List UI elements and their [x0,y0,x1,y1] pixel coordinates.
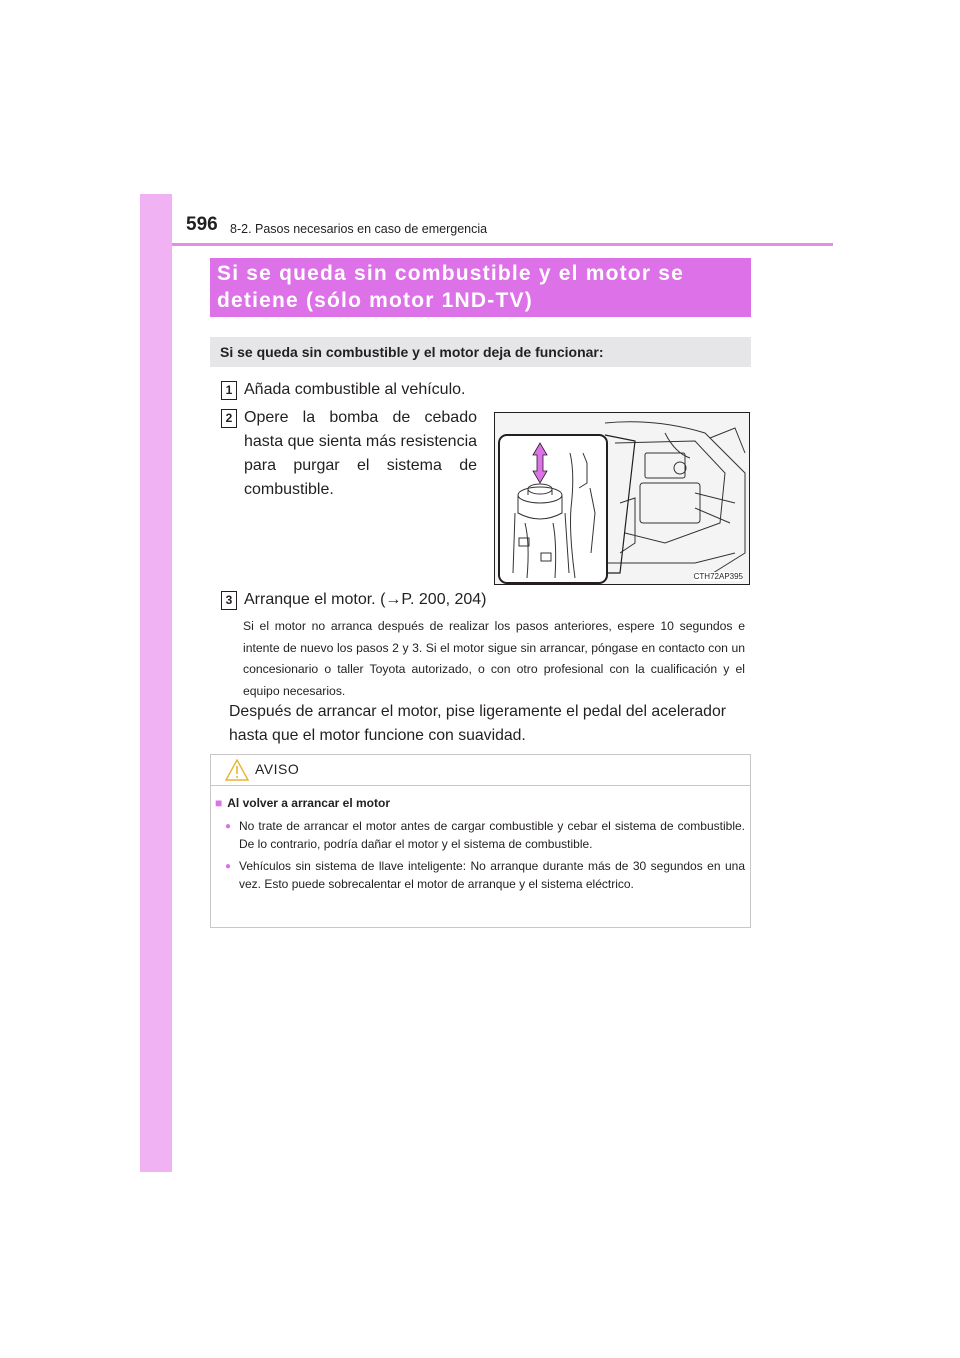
warning-item-1: No trate de arrancar el motor antes de cargar combustible y cebar el sistema de combustible. De lo contrario, podría dañar el motor y el sistema de combustible. [239,819,745,851]
step-number-3: 3 [221,591,237,610]
warning-box [210,754,751,928]
warning-item-2: Vehículos sin sistema de llave inteligente: No arranque durante más de 30 segundos en una vez. Esto puede sobrecalentar el motor de arranque y el sistema eléctrico. [239,859,745,891]
warning-divider [211,785,750,786]
warning-label: AVISO [255,761,300,777]
chapter-title: 8-2. Pasos necesarios en caso de emergencia [230,222,488,236]
step-text-3: Arranque el motor. (→P. 200, 204) [244,591,487,608]
header-divider [172,243,833,246]
section-title-box [210,258,751,317]
figure-code: CTH72AP395 [693,572,743,581]
step-text-2: Opere la bomba de cebado hasta que sienta más resistencia para purgar el sistema de combustible. [244,409,478,498]
section-title-line-2: detiene (sólo motor 1ND-TV) [217,289,533,312]
step-number-1: 1 [221,381,237,400]
engine-bay-photo [494,412,750,585]
circle-bullet-icon: ● [225,861,232,872]
page-number: 596 [186,214,218,235]
circle-bullet-icon: ● [225,821,232,832]
priming-pump-illustration [495,413,750,585]
note-text: Si el motor no arranca después de realizar los pasos anteriores, espere 10 segundos e intente de nuevo los pasos 2 y 3. Si el motor sigue sin arrancar, póngase en contacto con un concesionario o taller Toyota autorizado, o con otro profesional con la cualificación y el equipo necesarios. [243,619,745,698]
step-number-2: 2 [221,409,237,428]
section-title-line-1: Si se queda sin combustible y el motor se [217,262,684,285]
subheader-box [210,337,751,367]
after-start-text: Después de arrancar el motor, pise ligeramente el pedal del acelerador hasta que el motor funcione con suavidad. [229,703,727,744]
subheader-text: Si se queda sin combustible y el motor deja de funcionar: [220,344,604,360]
warning-triangle-icon [225,759,249,781]
warning-section-title [215,796,390,810]
square-bullet-icon: ■ [215,796,223,810]
warning-section-title-text: Al volver a arrancar el motor [227,796,390,810]
chapter-sidebar-tab [140,194,172,1172]
step-text-1: Añada combustible al vehículo. [244,381,466,398]
